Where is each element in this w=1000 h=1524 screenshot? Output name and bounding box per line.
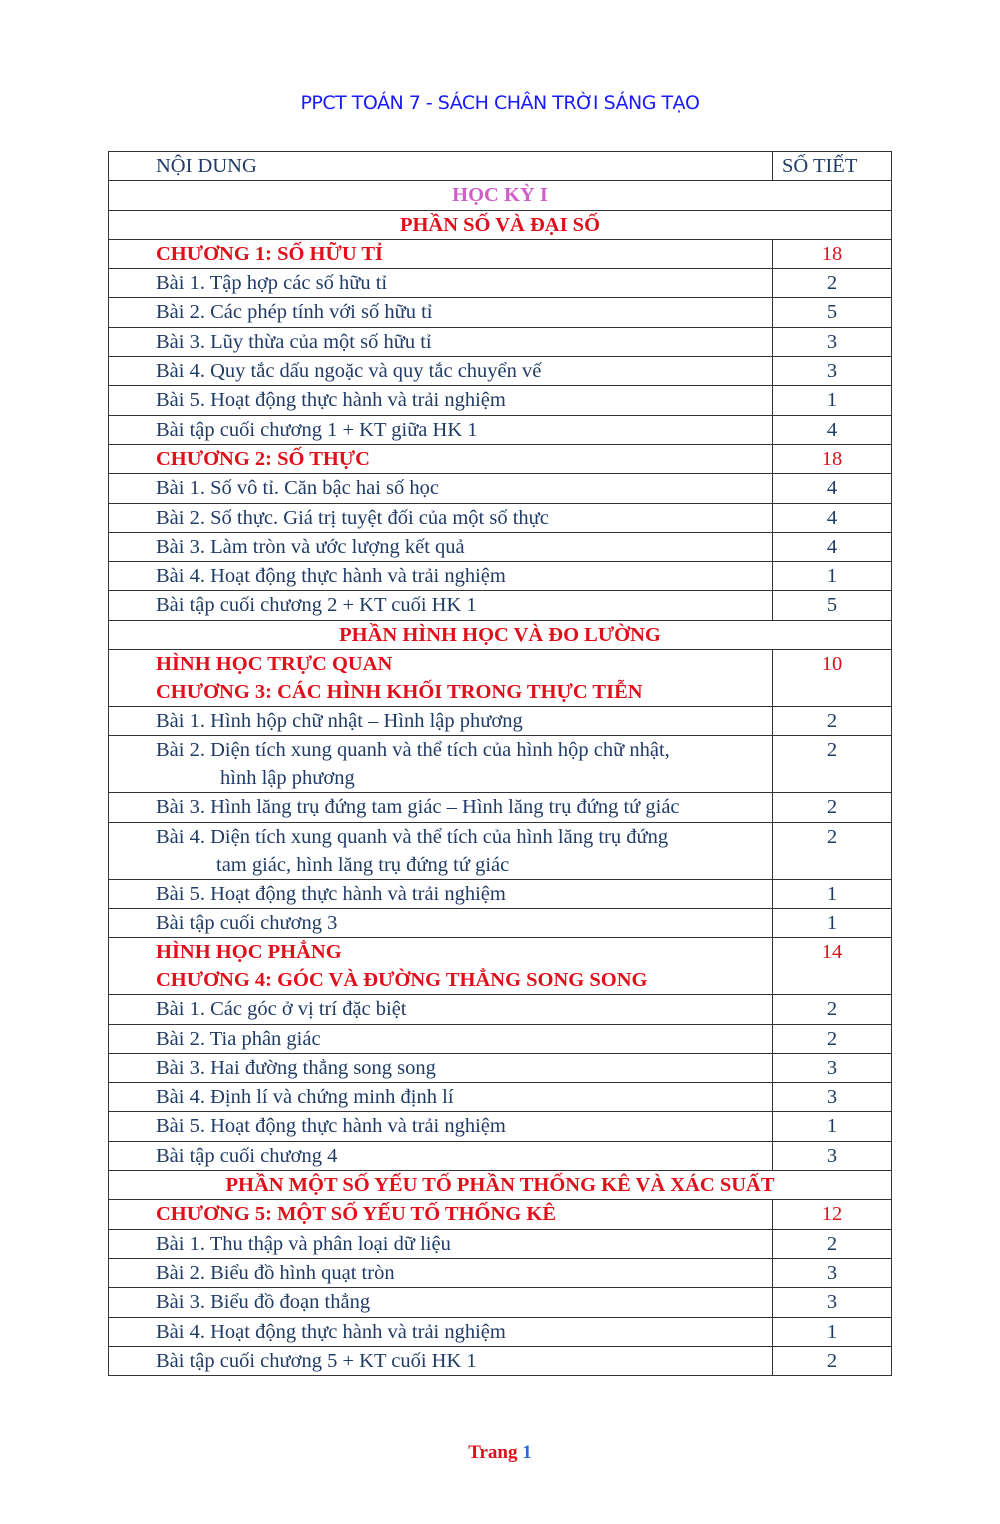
lesson-name: Bài 4. Định lí và chứng minh định lí — [109, 1083, 773, 1112]
lesson-periods: 1 — [773, 908, 892, 937]
lesson-name: Bài 1. Hình hộp chữ nhật – Hình lập phương — [109, 707, 773, 736]
lesson-name: Bài 1. Thu thập và phân loại dữ liệu — [109, 1229, 773, 1258]
lesson-line-1: Bài 4. Diện tích xung quanh và thể tích của hình lăng trụ đứng — [156, 825, 669, 848]
part-row — [109, 210, 892, 239]
table-row — [109, 269, 892, 298]
table-row — [109, 736, 892, 793]
lesson-periods: 4 — [773, 474, 892, 503]
lesson-periods: 2 — [773, 1346, 892, 1375]
table-row — [109, 503, 892, 532]
lesson-name: Bài 5. Hoạt động thực hành và trải nghiệm — [109, 386, 773, 415]
semester-row — [109, 181, 892, 210]
lesson-name: Bài 5. Hoạt động thực hành và trải nghiệm — [109, 1112, 773, 1141]
part-stats-heading: PHẦN MỘT SỐ YẾU TỐ PHẦN THỐNG KÊ VÀ XÁC SUẤT — [109, 1171, 892, 1200]
table-row — [109, 591, 892, 620]
header-periods: SỐ TIẾT — [773, 152, 892, 181]
lesson-periods: 1 — [773, 1112, 892, 1141]
lesson-periods: 5 — [773, 591, 892, 620]
part-row — [109, 1171, 892, 1200]
table-row — [109, 298, 892, 327]
chapter-2-periods: 18 — [773, 444, 892, 473]
lesson-periods: 3 — [773, 1053, 892, 1082]
lesson-periods: 4 — [773, 532, 892, 561]
part-algebra-heading: PHẦN SỐ VÀ ĐẠI SỐ — [109, 210, 892, 239]
lesson-name: Bài 2. Biểu đồ hình quạt tròn — [109, 1258, 773, 1287]
chapter-3-periods: 10 — [773, 650, 892, 707]
lesson-line-1: Bài 2. Diện tích xung quanh và thể tích của hình hộp chữ nhật, — [156, 739, 670, 762]
table-row — [109, 386, 892, 415]
lesson-name: Bài 2. Tia phân giác — [109, 1024, 773, 1053]
table-row — [109, 1053, 892, 1082]
table-row — [109, 1288, 892, 1317]
lesson-periods: 1 — [773, 562, 892, 591]
table-row — [109, 1229, 892, 1258]
table-row — [109, 793, 892, 822]
chapter-row — [109, 1200, 892, 1229]
curriculum-table — [108, 151, 892, 1376]
table-row — [109, 995, 892, 1024]
lesson-periods: 5 — [773, 298, 892, 327]
lesson-periods: 1 — [773, 879, 892, 908]
table-row — [109, 562, 892, 591]
lesson-periods: 3 — [773, 357, 892, 386]
table-row — [109, 908, 892, 937]
chapter-5-title: CHƯƠNG 5: MỘT SỐ YẾU TỐ THỐNG KÊ — [109, 1200, 773, 1229]
table-row — [109, 1141, 892, 1170]
lesson-name: Bài 3. Biểu đồ đoạn thẳng — [109, 1288, 773, 1317]
lesson-periods: 1 — [773, 386, 892, 415]
lesson-line-2: tam giác, hình lăng trụ đứng tứ giác — [216, 853, 510, 876]
table-row — [109, 1024, 892, 1053]
table-row — [109, 1112, 892, 1141]
part-row — [109, 620, 892, 649]
lesson-name: Bài 5. Hoạt động thực hành và trải nghiệm — [109, 879, 773, 908]
lesson-periods: 4 — [773, 415, 892, 444]
chapter-row — [109, 938, 892, 995]
lesson-name — [109, 736, 773, 793]
table-row — [109, 1258, 892, 1287]
lesson-name: Bài 1. Tập hợp các số hữu tỉ — [109, 269, 773, 298]
chapter-3-group: HÌNH HỌC TRỰC QUAN — [156, 653, 393, 676]
lesson-periods: 2 — [773, 1229, 892, 1258]
lesson-periods: 1 — [773, 1317, 892, 1346]
chapter-row — [109, 239, 892, 268]
lesson-name: Bài 3. Lũy thừa của một số hữu tỉ — [109, 327, 773, 356]
lesson-periods: 3 — [773, 1288, 892, 1317]
lesson-periods: 3 — [773, 327, 892, 356]
part-geometry-heading: PHẦN HÌNH HỌC VÀ ĐO LƯỜNG — [109, 620, 892, 649]
table-row — [109, 1317, 892, 1346]
table-row — [109, 1346, 892, 1375]
lesson-periods: 2 — [773, 822, 892, 879]
chapter-3-title: CHƯƠNG 3: CÁC HÌNH KHỐI TRONG THỰC TIỄN — [156, 681, 643, 704]
table-row — [109, 357, 892, 386]
chapter-3-heading — [109, 650, 773, 707]
lesson-periods: 3 — [773, 1083, 892, 1112]
page-label: Trang — [468, 1442, 518, 1463]
table-row — [109, 415, 892, 444]
lesson-periods: 2 — [773, 793, 892, 822]
chapter-1-title: CHƯƠNG 1: SỐ HỮU TỈ — [109, 239, 773, 268]
lesson-periods: 4 — [773, 503, 892, 532]
lesson-name: Bài tập cuối chương 5 + KT cuối HK 1 — [109, 1346, 773, 1375]
semester-heading: HỌC KỲ I — [109, 181, 892, 210]
lesson-line-2: hình lập phương — [220, 767, 355, 790]
lesson-name: Bài 1. Số vô tỉ. Căn bậc hai số học — [109, 474, 773, 503]
lesson-name: Bài 4. Quy tắc dấu ngoặc và quy tắc chuyển vế — [109, 357, 773, 386]
lesson-name — [109, 822, 773, 879]
chapter-5-periods: 12 — [773, 1200, 892, 1229]
chapter-row — [109, 444, 892, 473]
lesson-periods: 3 — [773, 1258, 892, 1287]
lesson-name: Bài 1. Các góc ở vị trí đặc biệt — [109, 995, 773, 1024]
table-row — [109, 822, 892, 879]
table-row — [109, 532, 892, 561]
table-row — [109, 707, 892, 736]
document-title: PPCT TOÁN 7 - SÁCH CHÂN TRỜI SÁNG TẠO — [300, 92, 700, 114]
lesson-periods: 2 — [773, 269, 892, 298]
chapter-row — [109, 650, 892, 707]
lesson-name: Bài 4. Hoạt động thực hành và trải nghiệm — [109, 1317, 773, 1346]
lesson-name: Bài 3. Hai đường thẳng song song — [109, 1053, 773, 1082]
chapter-4-title: CHƯƠNG 4: GÓC VÀ ĐƯỜNG THẲNG SONG SONG — [156, 969, 648, 992]
table-row — [109, 474, 892, 503]
page-number: 1 — [522, 1442, 532, 1463]
lesson-name: Bài 2. Số thực. Giá trị tuyệt đối của một số thực — [109, 503, 773, 532]
lesson-name: Bài tập cuối chương 4 — [109, 1141, 773, 1170]
lesson-name: Bài 2. Các phép tính với số hữu tỉ — [109, 298, 773, 327]
table-row — [109, 1083, 892, 1112]
lesson-name: Bài tập cuối chương 1 + KT giữa HK 1 — [109, 415, 773, 444]
chapter-4-heading — [109, 938, 773, 995]
table-row — [109, 879, 892, 908]
lesson-periods: 2 — [773, 707, 892, 736]
lesson-periods: 2 — [773, 995, 892, 1024]
lesson-name: Bài tập cuối chương 3 — [109, 908, 773, 937]
lesson-periods: 2 — [773, 1024, 892, 1053]
table-row — [109, 327, 892, 356]
lesson-periods: 3 — [773, 1141, 892, 1170]
chapter-1-periods: 18 — [773, 239, 892, 268]
header-content: NỘI DUNG — [109, 152, 773, 181]
chapter-2-title: CHƯƠNG 2: SỐ THỰC — [109, 444, 773, 473]
lesson-name: Bài 4. Hoạt động thực hành và trải nghiệm — [109, 562, 773, 591]
lesson-periods: 2 — [773, 736, 892, 793]
chapter-4-group: HÌNH HỌC PHẲNG — [156, 941, 342, 964]
lesson-name: Bài 3. Hình lăng trụ đứng tam giác – Hình lăng trụ đứng tứ giác — [109, 793, 773, 822]
chapter-4-periods: 14 — [773, 938, 892, 995]
table-header-row — [109, 152, 892, 181]
page-footer — [0, 1442, 1000, 1464]
lesson-name: Bài tập cuối chương 2 + KT cuối HK 1 — [109, 591, 773, 620]
lesson-name: Bài 3. Làm tròn và ước lượng kết quả — [109, 532, 773, 561]
